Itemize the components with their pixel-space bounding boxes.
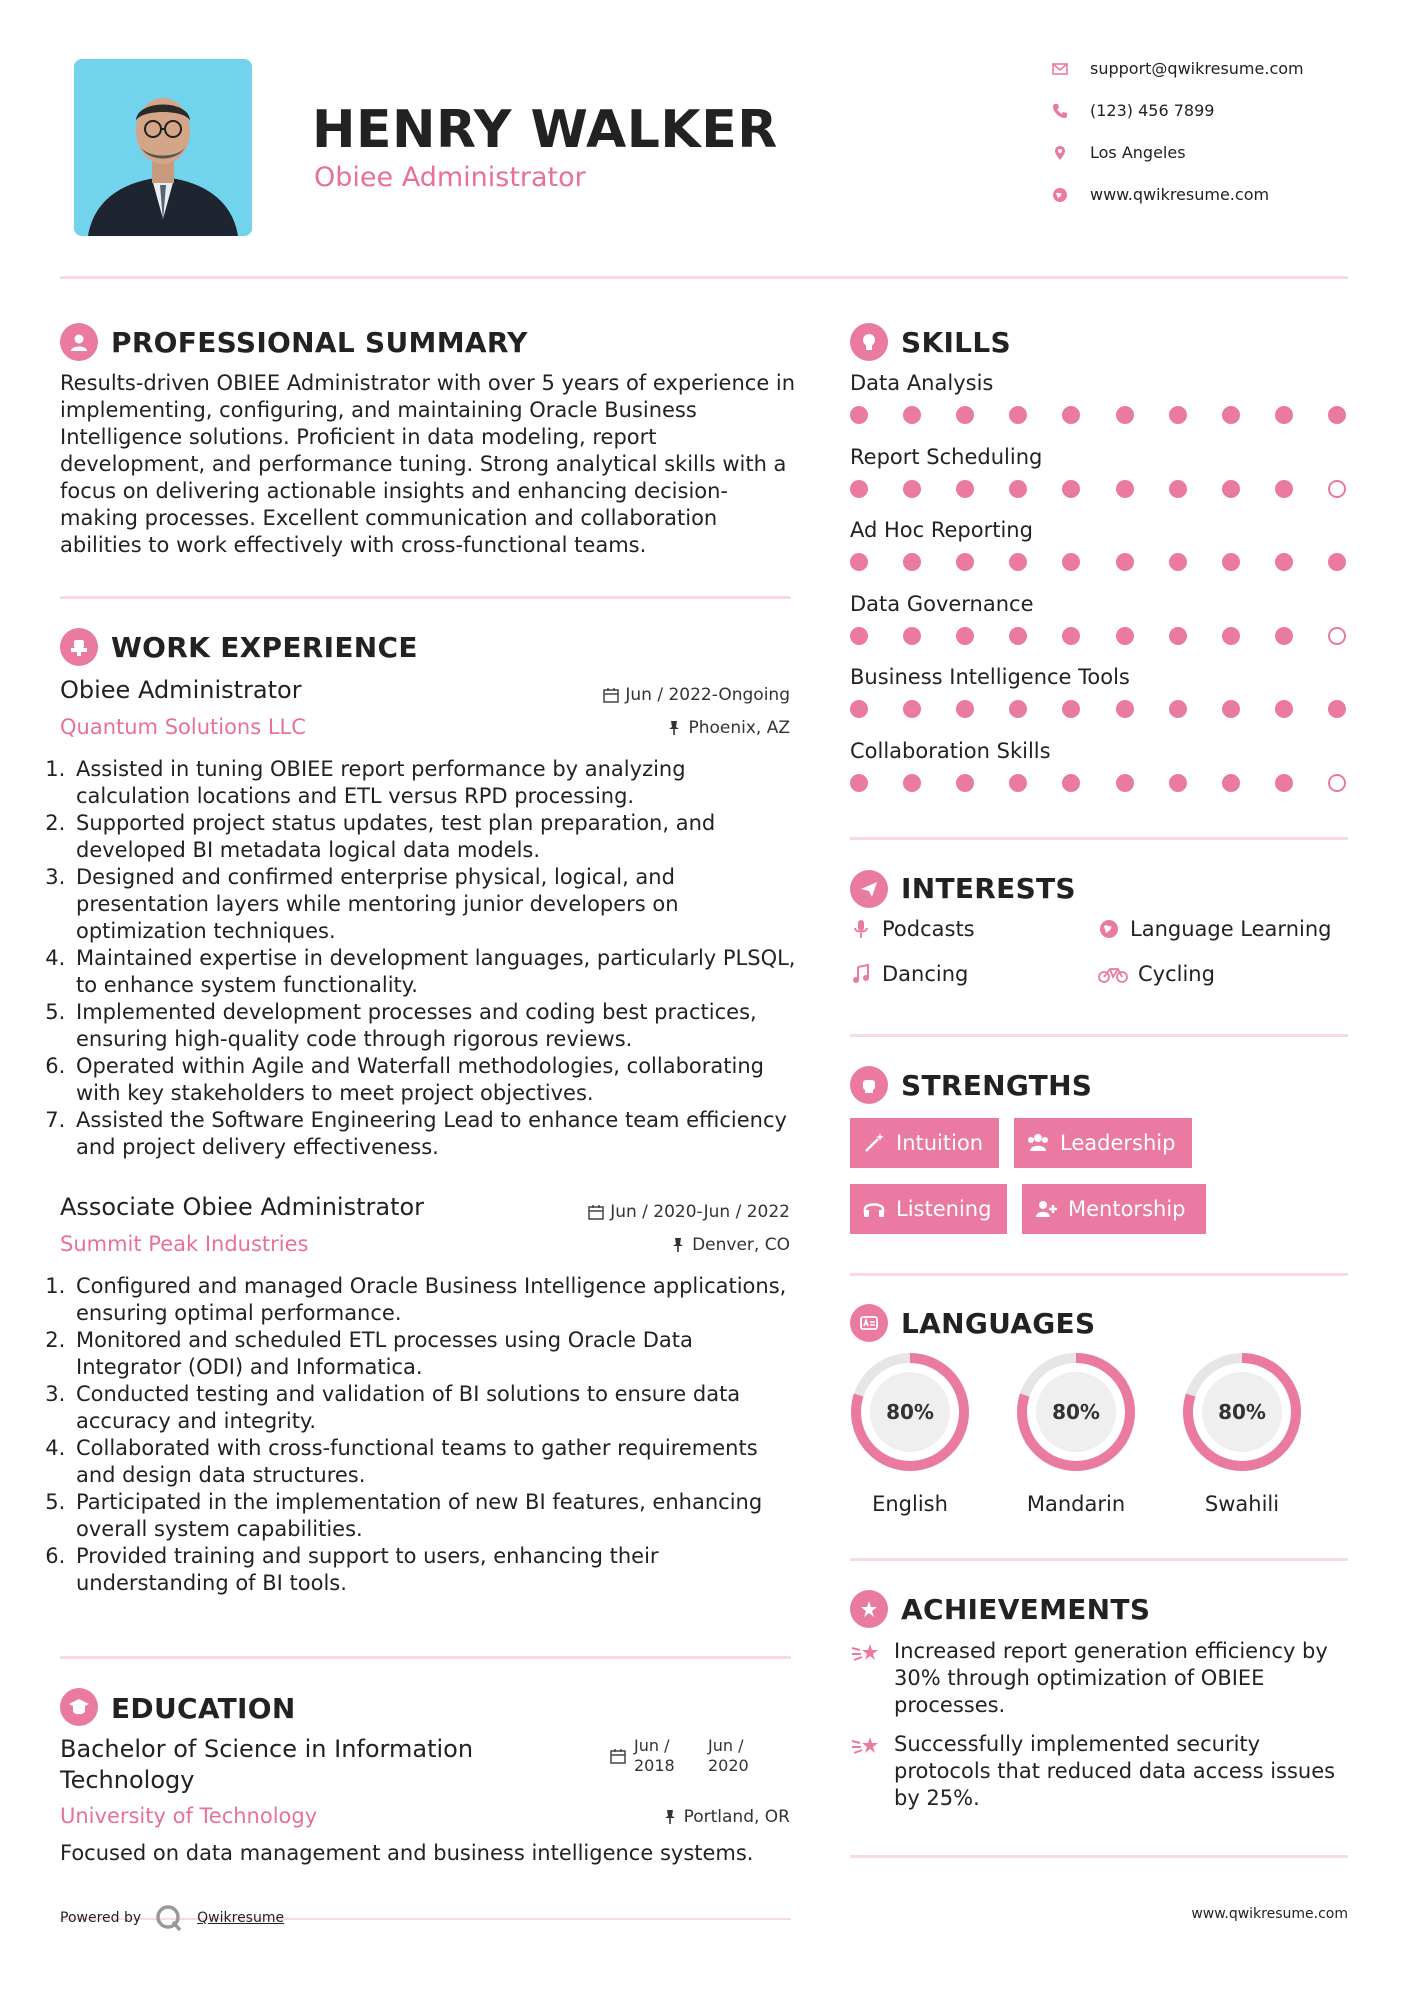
- skill-name: Data Analysis: [850, 371, 994, 395]
- magic-wand-icon: [862, 1131, 886, 1155]
- list-item: 7. Assisted the Software Engineering Lead to enhance team efficiency and project delivery effectiveness.: [72, 1107, 802, 1161]
- rating-dot-filled: [903, 406, 921, 424]
- lightbulb-icon: [850, 323, 888, 361]
- job-role: Obiee Administrator: [60, 676, 302, 704]
- rating-dot-filled: [1275, 553, 1293, 571]
- candidate-title: Obiee Administrator: [314, 162, 586, 193]
- rating-dot-filled: [1009, 700, 1027, 718]
- rating-dot-filled: [1275, 406, 1293, 424]
- job-company: Quantum Solutions LLC: [60, 715, 306, 739]
- rating-dot-filled: [903, 627, 921, 645]
- list-item: 5. Participated in the implementation of new BI features, enhancing overall system capabilities.: [72, 1489, 802, 1543]
- rating-dot-filled: [1009, 627, 1027, 645]
- rating-dot-filled: [1169, 774, 1187, 792]
- rating-dot-filled: [850, 553, 868, 571]
- skill-item: [850, 591, 1346, 665]
- experience-heading: WORK EXPERIENCE: [111, 631, 418, 664]
- skill-rating: [850, 774, 1346, 792]
- strength-label: Listening: [896, 1197, 992, 1221]
- language-ring: [848, 1350, 972, 1474]
- rating-dot-filled: [1062, 774, 1080, 792]
- rating-dot-filled: [1222, 553, 1240, 571]
- job-role: Associate Obiee Administrator: [60, 1193, 425, 1221]
- user-icon: [60, 323, 98, 361]
- rating-dot-filled: [850, 406, 868, 424]
- rating-dot-filled: [1116, 480, 1134, 498]
- language-item: [1014, 1350, 1138, 1516]
- education-start-date: Jun / 2018: [634, 1736, 675, 1775]
- job-responsibilities: [52, 756, 802, 1161]
- summary-divider: [60, 596, 791, 599]
- language-name: Mandarin: [1026, 1492, 1126, 1516]
- achievement-item: [850, 1731, 1348, 1812]
- briefcase-icon: [60, 628, 98, 666]
- rating-dot-empty: [1328, 627, 1346, 645]
- skill-rating: [850, 553, 1346, 571]
- microphone-icon: [850, 918, 872, 940]
- contact-location: [1052, 143, 1186, 162]
- skills-list: [850, 370, 1346, 811]
- language-icon: [850, 1304, 888, 1342]
- interests-heading: INTERESTS: [901, 872, 1076, 905]
- rating-dot-filled: [1116, 553, 1134, 571]
- strength-label: Mentorship: [1068, 1197, 1186, 1221]
- list-item: 5. Implemented development processes and coding best practices, ensuring high-quality code through rigorous reviews.: [72, 999, 802, 1053]
- skill-rating: [850, 480, 1346, 498]
- rating-dot-filled: [1169, 700, 1187, 718]
- interest-item: [850, 917, 975, 941]
- contact-email[interactable]: [1052, 59, 1304, 78]
- rating-dot-filled: [1062, 700, 1080, 718]
- rating-dot-filled: [956, 406, 974, 424]
- interest-item: [1098, 917, 1331, 941]
- rating-dot-filled: [1009, 553, 1027, 571]
- job-location: [490, 718, 790, 738]
- rating-dot-filled: [1328, 700, 1346, 718]
- rating-dot-filled: [1222, 480, 1240, 498]
- rating-dot-filled: [850, 774, 868, 792]
- rating-dot-filled: [1169, 627, 1187, 645]
- shooting-star-icon: [850, 1733, 882, 1759]
- achievement-text: Increased report generation efficiency by 30% through optimization of OBIEE processes.: [894, 1639, 1328, 1717]
- strength-tag: [1014, 1118, 1192, 1168]
- strengths-heading: STRENGTHS: [901, 1069, 1093, 1102]
- rating-dot-filled: [903, 774, 921, 792]
- strength-tag: [1022, 1184, 1206, 1234]
- rating-dot-filled: [1116, 406, 1134, 424]
- email-text: support@qwikresume.com: [1090, 59, 1304, 78]
- rating-dot-filled: [1275, 480, 1293, 498]
- rating-dot-filled: [1328, 553, 1346, 571]
- rating-dot-filled: [956, 627, 974, 645]
- skill-name: Collaboration Skills: [850, 738, 1051, 763]
- strength-tag: [850, 1118, 999, 1168]
- skill-rating: [850, 700, 1346, 718]
- degree: Bachelor of Science in Information Technology: [60, 1735, 474, 1794]
- skills-heading: SKILLS: [901, 326, 1011, 359]
- globe-icon: [1052, 187, 1068, 203]
- pushpin-icon: [662, 1809, 678, 1825]
- rating-dot-filled: [1062, 553, 1080, 571]
- contact-website[interactable]: [1052, 185, 1269, 204]
- summary-text: Results-driven OBIEE Administrator with over 5 years of experience in implementing, configuring, and maintaining Oracle Business Intelligence solutions. Proficient in data modeling, report development, and performance tuning. Strong analytical skills with a focus on delivering actionable insights and enhancing decision-making processes. Excellent communication and collaboration abilities to work effectively with cross-functional teams.: [60, 371, 796, 557]
- phone-icon: [1052, 103, 1068, 119]
- interest-item: [850, 962, 968, 986]
- rating-dot-filled: [1222, 627, 1240, 645]
- rating-dot-filled: [903, 480, 921, 498]
- calendar-icon: [610, 1748, 626, 1764]
- list-item: 6. Operated within Agile and Waterfall methodologies, collaborating with key stakeholders to meet project objectives.: [72, 1053, 802, 1107]
- rating-dot-filled: [1275, 774, 1293, 792]
- skill-item: [850, 738, 1346, 812]
- star-badge-icon: [850, 1590, 888, 1628]
- achievements-heading: ACHIEVEMENTS: [901, 1593, 1151, 1626]
- list-item: 2. Monitored and scheduled ETL processes using Oracle Data Integrator (ODI) and Informatica.: [72, 1327, 802, 1381]
- school: University of Technology: [60, 1804, 318, 1828]
- languages-divider: [850, 1558, 1348, 1561]
- rating-dot-filled: [1275, 700, 1293, 718]
- education-location: [490, 1807, 790, 1827]
- list-item: 6. Provided training and support to users, enhancing their understanding of BI tools.: [72, 1543, 802, 1597]
- rating-dot-filled: [1222, 700, 1240, 718]
- achievement-text: Successfully implemented security protocols that reduced data access issues by 25%.: [894, 1732, 1336, 1810]
- website-text: www.qwikresume.com: [1090, 185, 1270, 204]
- interest-label: Language Learning: [1130, 917, 1332, 941]
- interest-label: Dancing: [882, 962, 969, 986]
- education-dates: [610, 1736, 756, 1776]
- rating-dot-filled: [1169, 480, 1187, 498]
- rating-dot-filled: [1222, 406, 1240, 424]
- rating-dot-filled: [1222, 774, 1240, 792]
- strengths-divider: [850, 1273, 1348, 1276]
- summary-heading: PROFESSIONAL SUMMARY: [111, 326, 528, 359]
- location-text: Los Angeles: [1090, 143, 1186, 162]
- skill-item: [850, 517, 1346, 591]
- strength-label: Leadership: [1060, 1131, 1176, 1155]
- skill-item: [850, 664, 1346, 738]
- rating-dot-filled: [850, 480, 868, 498]
- map-pin-icon: [1052, 145, 1068, 161]
- candidate-name: HENRY WALKER: [312, 100, 778, 160]
- users-icon: [1026, 1131, 1050, 1155]
- language-ring: [1180, 1350, 1304, 1474]
- rating-dot-filled: [903, 553, 921, 571]
- list-item: 4. Maintained expertise in development languages, particularly PLSQL, to enhance system functionality.: [72, 945, 802, 999]
- contact-phone[interactable]: [1052, 101, 1214, 120]
- rating-dot-filled: [1062, 480, 1080, 498]
- fist-icon: [850, 1066, 888, 1104]
- interest-label: Podcasts: [882, 917, 975, 941]
- header-divider: [60, 276, 1348, 279]
- interest-item: [1098, 962, 1215, 986]
- shooting-star-icon: [850, 1640, 882, 1666]
- footer-website[interactable]: www.qwikresume.com: [1191, 1906, 1348, 1922]
- brand-link[interactable]: Qwikresume: [197, 1910, 285, 1926]
- skill-name: Data Governance: [850, 591, 1034, 616]
- languages-heading: LANGUAGES: [901, 1307, 1096, 1340]
- interest-label: Cycling: [1138, 962, 1215, 986]
- achievements-divider: [850, 1855, 1348, 1858]
- education-location-text: Portland, OR: [683, 1807, 790, 1827]
- rating-dot-filled: [1009, 480, 1027, 498]
- ring-percent-label: 80%: [1052, 1400, 1100, 1424]
- rating-dot-filled: [1062, 406, 1080, 424]
- list-item: 2. Supported project status updates, test plan preparation, and developed BI metadata logical data models.: [72, 810, 802, 864]
- rating-dot-filled: [956, 480, 974, 498]
- profile-photo: [74, 59, 252, 236]
- job-location: [490, 1235, 790, 1255]
- ring-percent-label: 80%: [886, 1400, 934, 1424]
- rating-dot-filled: [850, 627, 868, 645]
- rating-dot-filled: [1062, 627, 1080, 645]
- rating-dot-filled: [1009, 774, 1027, 792]
- list-item: 4. Collaborated with cross-functional teams to gather requirements and design data structures.: [72, 1435, 802, 1489]
- strength-label: Intuition: [896, 1131, 984, 1155]
- rating-dot-filled: [1275, 627, 1293, 645]
- qwikresume-logo-icon: [155, 1904, 183, 1932]
- skill-name: Business Intelligence Tools: [850, 665, 1130, 689]
- language-name: English: [872, 1492, 948, 1516]
- job-location-text: Denver, CO: [692, 1235, 790, 1255]
- job-responsibilities: [52, 1273, 802, 1597]
- rating-dot-empty: [1328, 774, 1346, 792]
- language-item: [848, 1350, 972, 1516]
- pushpin-icon: [670, 1237, 686, 1253]
- experience-divider: [60, 1656, 791, 1659]
- list-item: 3. Conducted testing and validation of BI solutions to ensure data accuracy and integrity.: [72, 1381, 802, 1435]
- graduation-cap-icon: [60, 1688, 98, 1726]
- pushpin-icon: [666, 720, 682, 736]
- language-name: Swahili: [1204, 1492, 1280, 1516]
- rating-dot-filled: [956, 774, 974, 792]
- rating-dot-empty: [1328, 480, 1346, 498]
- rating-dot-filled: [956, 553, 974, 571]
- calendar-icon: [603, 687, 619, 703]
- job-dates-text: Jun / 2020-Jun / 2022: [610, 1202, 790, 1222]
- achievement-item: [850, 1638, 1348, 1719]
- skill-name: Ad Hoc Reporting: [850, 518, 1033, 542]
- rating-dot-filled: [850, 700, 868, 718]
- rating-dot-filled: [1009, 406, 1027, 424]
- bicycle-icon: [1098, 963, 1128, 985]
- skill-item: [850, 370, 1346, 444]
- headphones-icon: [862, 1197, 886, 1221]
- music-note-icon: [850, 963, 872, 985]
- job-dates-text: Jun / 2022-Ongoing: [625, 685, 790, 705]
- globe-icon: [1098, 918, 1120, 940]
- skills-divider: [850, 837, 1348, 840]
- calendar-icon: [588, 1204, 604, 1220]
- rating-dot-filled: [1328, 406, 1346, 424]
- list-item: 1. Assisted in tuning OBIEE report performance by analyzing calculation locations and ETL versus RPD processing.: [72, 756, 802, 810]
- job-company: Summit Peak Industries: [60, 1232, 309, 1256]
- job-dates: [490, 685, 790, 705]
- list-item: 3. Designed and confirmed enterprise physical, logical, and presentation layers while mentoring junior developers on optimization techniques.: [72, 864, 802, 945]
- skill-item: [850, 444, 1346, 518]
- envelope-icon: [1052, 61, 1068, 77]
- language-item: [1180, 1350, 1304, 1516]
- rating-dot-filled: [1116, 774, 1134, 792]
- user-plus-icon: [1034, 1197, 1058, 1221]
- ring-percent-label: 80%: [1218, 1400, 1266, 1424]
- skill-name: Report Scheduling: [850, 444, 1043, 469]
- phone-text: (123) 456 7899: [1090, 101, 1215, 120]
- rating-dot-filled: [1116, 700, 1134, 718]
- language-ring: [1014, 1350, 1138, 1474]
- rating-dot-filled: [903, 700, 921, 718]
- job-location-text: Phoenix, AZ: [688, 718, 790, 738]
- skill-rating: [850, 406, 1346, 424]
- skill-rating: [850, 627, 1346, 645]
- strength-tag: [850, 1184, 1007, 1234]
- rating-dot-filled: [1169, 406, 1187, 424]
- interests-divider: [850, 1034, 1348, 1037]
- paper-plane-icon: [850, 870, 888, 908]
- list-item: 1. Configured and managed Oracle Business Intelligence applications, ensuring optimal performance.: [72, 1273, 802, 1327]
- education-end-date: Jun / 2020: [708, 1736, 749, 1775]
- education-heading: EDUCATION: [111, 1692, 296, 1725]
- rating-dot-filled: [956, 700, 974, 718]
- rating-dot-filled: [1116, 627, 1134, 645]
- job-dates: [490, 1202, 790, 1222]
- powered-by-text: Powered by: [60, 1910, 142, 1926]
- rating-dot-filled: [1169, 553, 1187, 571]
- footer-powered-by: [60, 1904, 284, 1932]
- education-description: Focused on data management and business intelligence systems.: [60, 1841, 754, 1865]
